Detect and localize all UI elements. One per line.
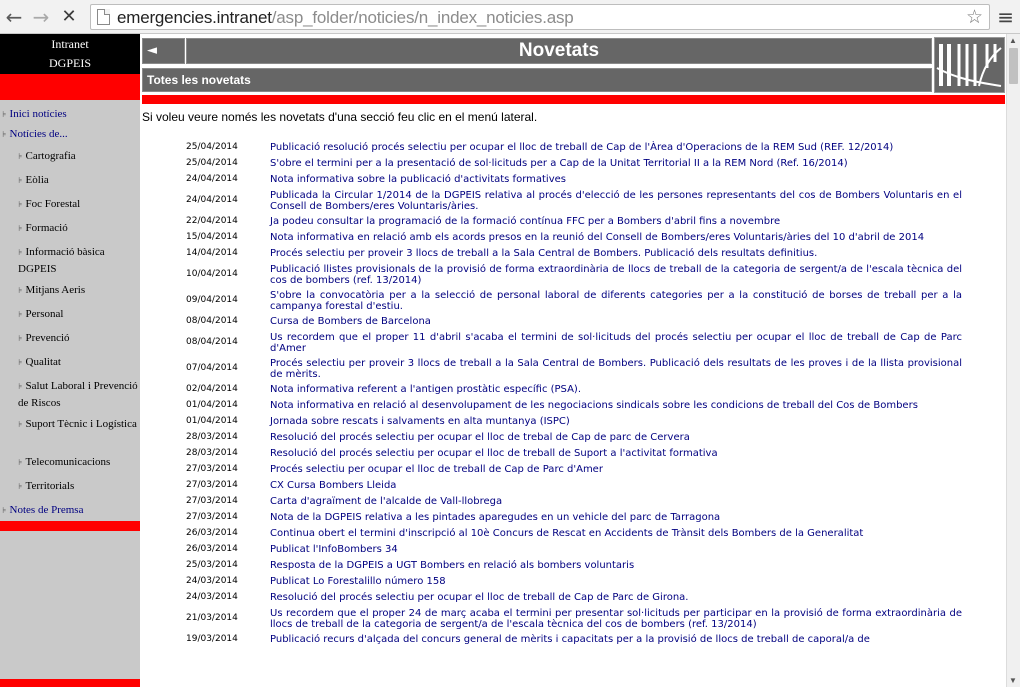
- news-date: 08/04/2014: [186, 316, 238, 326]
- news-row: [186, 526, 962, 540]
- sidebar-item-label: Eòlia: [25, 174, 49, 186]
- sidebar-item[interactable]: [0, 106, 140, 126]
- news-date: 24/03/2014: [186, 592, 238, 602]
- sidebar-item[interactable]: [0, 378, 140, 416]
- bookmark-star-icon[interactable]: ☆: [965, 6, 983, 28]
- stop-loading-icon[interactable]: ✕: [61, 6, 77, 27]
- sidebar-red-divider: [0, 521, 140, 531]
- news-title-link[interactable]: Publicat l'InfoBombers 34: [270, 544, 398, 555]
- sidebar-item[interactable]: [0, 306, 140, 330]
- dgpeis-logo-icon: [934, 37, 1005, 93]
- news-date: 01/04/2014: [186, 416, 238, 426]
- news-date: 28/03/2014: [186, 432, 238, 442]
- news-row: [186, 510, 962, 524]
- news-row: [186, 330, 962, 354]
- news-date: 28/03/2014: [186, 448, 238, 458]
- news-date: 26/03/2014: [186, 528, 238, 538]
- sidebar-item[interactable]: [0, 220, 140, 244]
- news-title-link[interactable]: Publicada la Circular 1/2014 de la DGPEIS relativa al procés d'elecció de les persones representants del cos de Bombers Voluntaris en el Consell de Bombers/eres Voluntaris/àries.: [270, 190, 962, 212]
- news-row: [186, 382, 962, 396]
- news-date: 24/03/2014: [186, 576, 238, 586]
- news-title-link[interactable]: Cursa de Bombers de Barcelona: [270, 316, 431, 327]
- sidebar-item-label: Personal: [25, 308, 64, 320]
- bullet-marker-icon: ⊧: [18, 482, 23, 491]
- bullet-marker-icon: ⊧: [18, 286, 23, 295]
- news-row: [186, 494, 962, 508]
- bullet-marker-icon: ⊧: [18, 224, 23, 233]
- bullet-marker-icon: ⊧: [18, 248, 23, 257]
- news-title-link[interactable]: Continua obert el termini d'inscripció al 10è Concurs de Rescat en Accidents de Trànsit dels Bombers de la Generalitat: [270, 528, 864, 539]
- page-title: Novetats: [186, 38, 932, 64]
- news-row: [186, 230, 962, 244]
- sidebar-nav: [0, 100, 140, 522]
- url-text[interactable]: [117, 8, 574, 28]
- news-list: [186, 140, 962, 648]
- url-path: /asp_folder/noticies/n_index_noticies.asp: [271, 8, 574, 27]
- bullet-marker-icon: ⊧: [18, 176, 23, 185]
- sidebar-item-label: Territorials: [25, 480, 75, 492]
- news-row: [186, 574, 962, 588]
- news-title-link[interactable]: Publicació resolució procés selectiu per ocupar el lloc de treball de Cap de l'Àrea d'Operacions de la REM Sud (REF. 12/2014): [270, 142, 894, 153]
- bullet-marker-icon: ⊧: [2, 130, 7, 139]
- sidebar-item[interactable]: [0, 126, 140, 148]
- scrollbar-thumb[interactable]: [1009, 48, 1018, 84]
- sidebar-item-label: Notícies de...: [9, 128, 68, 140]
- news-row: [186, 590, 962, 604]
- news-title-link[interactable]: Procés selectiu per proveir 3 llocs de treball a la Sala Central de Bombers. Publicació dels resultats definitius.: [270, 248, 818, 259]
- news-title-link[interactable]: Jornada sobre rescats i salvaments en alta muntanya (ISPC): [270, 416, 570, 427]
- news-row: [186, 606, 962, 630]
- sidebar-item-label: Telecomunicacions: [25, 456, 111, 468]
- news-row: [186, 156, 962, 170]
- news-row: [186, 430, 962, 444]
- news-date: 09/04/2014: [186, 295, 238, 305]
- news-title-link[interactable]: Publicació llistes provisionals de la provisió de forma extraordinària de llocs de treball de la categoria de sergent/a de l'escala tècnica del cos de bombers (ref. 13/2014): [270, 264, 962, 286]
- bullet-marker-icon: ⊧: [18, 420, 23, 429]
- news-title-link[interactable]: Resolució del procés selectiu per ocupar el lloc de treball de Suport a l'activitat formativa: [270, 448, 718, 459]
- news-title-link[interactable]: Nota informativa sobre la publicació d'activitats formatives: [270, 174, 566, 185]
- news-title-link[interactable]: Publicat Lo Forestalillo número 158: [270, 576, 446, 587]
- news-row: [186, 214, 962, 228]
- news-date: 25/03/2014: [186, 560, 238, 570]
- news-date: 27/03/2014: [186, 464, 238, 474]
- news-row: [186, 462, 962, 476]
- sidebar-item-label: Informació bàsica DGPEIS: [18, 246, 105, 275]
- sidebar-item[interactable]: [0, 454, 140, 478]
- news-row: [186, 172, 962, 186]
- brand-line-1: Intranet: [51, 37, 89, 51]
- news-row: [186, 188, 962, 212]
- news-row: [186, 140, 962, 154]
- news-title-link[interactable]: Publicació recurs d'alçada del concurs general de mèrits i capacitats per a la provisió de llocs de treball de caporal/a de: [270, 634, 870, 645]
- news-date: 07/04/2014: [186, 363, 238, 373]
- sidebar-item-label: Inici notícies: [9, 108, 67, 120]
- news-row: [186, 356, 962, 380]
- news-title-link[interactable]: Us recordem que el proper 11 d'abril s'acaba el termini de sol·licituds del procés selectiu per ocupar el lloc de treball de Cap de Parc d'Amer: [270, 332, 962, 354]
- news-date: 19/03/2014: [186, 634, 238, 644]
- sidebar-item[interactable]: [0, 416, 140, 454]
- news-title-link[interactable]: Carta d'agraïment de l'alcalde de Vall-llobrega: [270, 496, 503, 507]
- news-date: 27/03/2014: [186, 480, 238, 490]
- news-title-link[interactable]: Procés selectiu per ocupar el lloc de treball de Cap de Parc d'Amer: [270, 464, 603, 475]
- news-row: [186, 632, 962, 646]
- news-row: [186, 262, 962, 286]
- sidebar-item[interactable]: [0, 478, 140, 502]
- bullet-marker-icon: ⊧: [18, 458, 23, 467]
- news-row: [186, 314, 962, 328]
- page-subtitle: Totes les novetats: [142, 68, 932, 92]
- news-row: [186, 542, 962, 556]
- bullet-marker-icon: ⊧: [18, 334, 23, 343]
- news-row: [186, 446, 962, 460]
- sidebar-red-bar: [0, 74, 140, 100]
- forward-arrow-icon[interactable]: →: [32, 5, 50, 29]
- address-bar[interactable]: [90, 4, 990, 30]
- bullet-marker-icon: ⊧: [2, 110, 7, 119]
- back-arrow-icon[interactable]: ←: [5, 5, 23, 29]
- news-date: 22/04/2014: [186, 216, 238, 226]
- sidebar: [0, 34, 140, 687]
- sidebar-item[interactable]: [0, 354, 140, 378]
- news-date: 24/04/2014: [186, 174, 238, 184]
- sidebar-item-label: Prevenció: [25, 332, 70, 344]
- brand-block: [0, 34, 140, 74]
- news-title-link[interactable]: Resposta de la DGPEIS a UGT Bombers en relació als bombers voluntaris: [270, 560, 635, 571]
- bullet-marker-icon: ⊧: [18, 200, 23, 209]
- news-title-link[interactable]: Nota de la DGPEIS relativa a les pintades aparegudes en un vehicle del parc de Tarragona: [270, 512, 721, 523]
- news-date: 24/04/2014: [186, 195, 238, 205]
- page-scrollbar[interactable]: [1006, 34, 1020, 687]
- news-date: 08/04/2014: [186, 337, 238, 347]
- news-date: 27/03/2014: [186, 496, 238, 506]
- news-title-link[interactable]: Resolució del procés selectiu per ocupar el lloc de trebal de Cap de parc de Cervera: [270, 432, 690, 443]
- news-title-link[interactable]: CX Cursa Bombers Lleida: [270, 480, 397, 491]
- news-title-link[interactable]: Us recordem que el proper 24 de març acaba el termini per presentar sol·licituds per participar en la provisió de forma extraordinària de llocs de treball de la categoria de sergent/a de l'escala tècnica del cos de bombers (ref. 13/2014): [270, 608, 962, 630]
- bullet-marker-icon: ⊧: [18, 382, 23, 391]
- news-row: [186, 246, 962, 260]
- sidebar-item[interactable]: [0, 282, 140, 306]
- sidebar-item-label: Suport Tècnic i Logística: [25, 418, 137, 430]
- news-date: 01/04/2014: [186, 400, 238, 410]
- news-title-link[interactable]: S'obre el termini per a la presentació de sol·licituds per a Cap de la Unitat Territorial II a la REM Nord (Ref. 16/2014): [270, 158, 848, 169]
- bullet-marker-icon: ⊧: [18, 152, 23, 161]
- scroll-down-arrow-icon[interactable]: ▼: [1009, 676, 1017, 685]
- news-row: [186, 478, 962, 492]
- news-row: [186, 288, 962, 312]
- sidebar-item[interactable]: [0, 502, 140, 522]
- news-title-link[interactable]: Resolució del procés selectiu per ocupar el lloc de treball de Cap de Parc de Girona.: [270, 592, 689, 603]
- news-date: 15/04/2014: [186, 232, 238, 242]
- browser-toolbar: [0, 0, 1020, 34]
- sidebar-item-label: Salut Laboral i Prevenció de Riscos: [18, 380, 138, 409]
- news-title-link[interactable]: Nota informativa en relació amb els acords presos en la reunió del Consell de Bombers/eres Voluntaris/àries del 10 d'abril de 2014: [270, 232, 925, 243]
- news-row: [186, 558, 962, 572]
- bullet-marker-icon: ⊧: [18, 358, 23, 367]
- news-date: 26/03/2014: [186, 544, 238, 554]
- scroll-up-arrow-icon[interactable]: ▲: [1009, 36, 1017, 45]
- sidebar-item-label: Qualitat: [25, 356, 61, 368]
- header-red-bar: [142, 95, 1005, 104]
- sidebar-item[interactable]: [0, 148, 140, 172]
- sidebar-item-label: Mitjans Aeris: [25, 284, 86, 296]
- sidebar-item[interactable]: [0, 330, 140, 354]
- browser-menu-icon[interactable]: ≡: [997, 5, 1014, 29]
- news-date: 14/04/2014: [186, 248, 238, 258]
- sidebar-item[interactable]: [0, 196, 140, 220]
- news-title-link[interactable]: Ja podeu consultar la programació de la formació contínua FFC per a Bombers d'abril fins a novembre: [270, 216, 781, 227]
- news-row: [186, 414, 962, 428]
- news-title-link[interactable]: Nota informativa en relació al desenvolupament de les negociacions sindicals sobre les condicions de treball del Cos de Bombers: [270, 400, 918, 411]
- sidebar-item[interactable]: [0, 244, 140, 282]
- sidebar-item-label: Foc Forestal: [25, 198, 81, 210]
- news-date: 25/04/2014: [186, 142, 238, 152]
- news-date: 25/04/2014: [186, 158, 238, 168]
- news-date: 10/04/2014: [186, 269, 238, 279]
- news-title-link[interactable]: S'obre la convocatòria per a la selecció de personal laboral de diferents categories per a la constitució de borses de treball per a la campanya forestal d'estiu.: [270, 290, 962, 312]
- url-host: emergencies.intranet: [117, 8, 272, 27]
- news-title-link[interactable]: Procés selectiu per proveir 3 llocs de treball a la Sala Central de Bombers. Publicació dels resultats de les proves i de la llista provisional de mèrits.: [270, 358, 962, 380]
- back-button[interactable]: ◄: [142, 38, 185, 64]
- news-date: 21/03/2014: [186, 613, 238, 623]
- news-row: [186, 398, 962, 412]
- news-date: 02/04/2014: [186, 384, 238, 394]
- sidebar-item-label: Formació: [25, 222, 68, 234]
- sidebar-item-label: Cartografia: [25, 150, 76, 162]
- sidebar-item[interactable]: [0, 172, 140, 196]
- news-title-link[interactable]: Nota informativa referent a l'antigen prostàtic específic (PSA).: [270, 384, 582, 395]
- sidebar-red-footer: [0, 679, 140, 687]
- bullet-marker-icon: ⊧: [18, 310, 23, 319]
- intro-text: Si voleu veure només les novetats d'una secció feu clic en el menú lateral.: [142, 110, 538, 124]
- bullet-marker-icon: ⊧: [2, 506, 7, 515]
- page-icon: [97, 9, 110, 25]
- news-date: 27/03/2014: [186, 512, 238, 522]
- brand-line-2: DGPEIS: [48, 56, 91, 70]
- sidebar-item-label: Notes de Premsa: [9, 504, 84, 516]
